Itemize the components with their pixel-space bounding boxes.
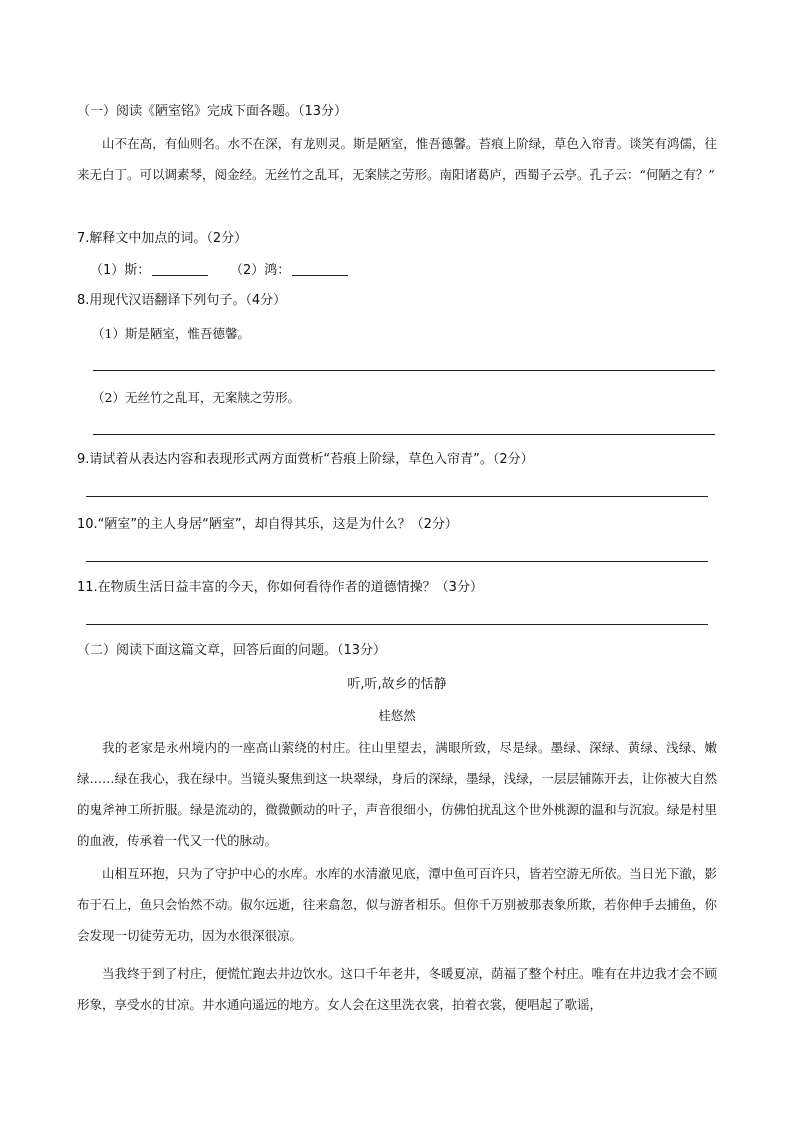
article-paragraph-2: 山相互环抱，只为了守护中心的水库。水库的水清澈见底，潭中鱼可百许只，皆若空游无所依。当日光下澈，影布于石上，鱼只会怡然不动。俶尔远逝，往来翕忽，似与游者相乐。但你千万别被那表象所欺，若你伸手去捕鱼，你会发现一切徒劳无功，因为水很深很凉。 [77,866,717,943]
q7-item-2-blank[interactable] [292,263,348,276]
q8-item-1: （1）斯是陋室，惟吾德馨。 [92,326,250,341]
q10-answer-line[interactable] [86,561,708,562]
article-title: 听,听,故乡的恬静 [347,677,447,692]
section2-heading: （二）阅读下面这篇文章，回答后面的问题。（13分） [77,643,387,658]
section1-passage: 山不在高，有仙则名。水不在深，有龙则灵。斯是陋室，惟吾德馨。苔痕上阶绿，草色入帘青。谈笑有鸿儒，往来无白丁。可以调素琴，阅金经。无丝竹之乱耳，无案牍之劳形。南阳诸葛庐，西蜀子云亭。孔子云：“何陋之有？” [77,136,717,182]
q9-answer-line[interactable] [86,496,708,497]
article-paragraph-1: 我的老家是永州境内的一座高山萦绕的村庄。往山里望去，满眼所致，尽是绿。墨绿、深绿、黄绿、浅绿、嫩绿……绿在我心，我在绿中。当镜头聚焦到这一块翠绿，身后的深绿，墨绿，浅绿，一层层铺陈开去，让你被大自然的鬼斧神工所折服。绿是流动的，微微颤动的叶子，声音很细小，仿佛怕扰乱这个世外桃源的温和与沉寂。绿是村里的血液，传承着一代又一代的脉动。 [77,740,717,848]
q7-item-1-blank[interactable] [152,263,208,276]
q11-answer-line[interactable] [86,624,708,625]
q8-item-1-answer-line[interactable] [93,370,715,371]
article-author: 桂悠然 [378,708,416,723]
q9-stem: 9.请试着从表达内容和表现形式两方面赏析“苔痕上阶绿，草色入帘青”。（2分） [77,452,534,467]
q8-item-2: （2）无丝竹之乱耳，无案牍之劳形。 [92,390,300,405]
q7-item-1 [90,263,208,279]
q11-stem: 11.在物质生活日益丰富的今天，你如何看待作者的道德情操？（3分） [77,580,483,595]
section1-heading: （一）阅读《陋室铭》完成下面各题。（13分） [77,104,348,119]
q8-stem: 8.用现代汉语翻译下列句子。（4分） [77,293,287,308]
q7-item-2-label: （2）鸿： [230,263,291,278]
q7-stem: 7.解释文中加点的词。（2分） [77,231,248,246]
q7-item-1-label: （1）斯： [90,263,151,278]
q7-item-2 [230,263,348,279]
article-paragraph-3: 当我终于到了村庄，便慌忙跑去井边饮水。这口千年老井，冬暖夏凉，荫福了整个村庄。唯有在井边我才会不顾形象，享受水的甘凉。井水通向遥远的地方。女人会在这里洗衣裳，拍着衣裳，便唱起了歌谣， [77,966,717,1012]
q10-stem: 10.“陋室”的主人身居“陋室”，却自得其乐，这是为什么？（2分） [77,517,458,532]
q8-item-2-answer-line[interactable] [93,434,715,435]
